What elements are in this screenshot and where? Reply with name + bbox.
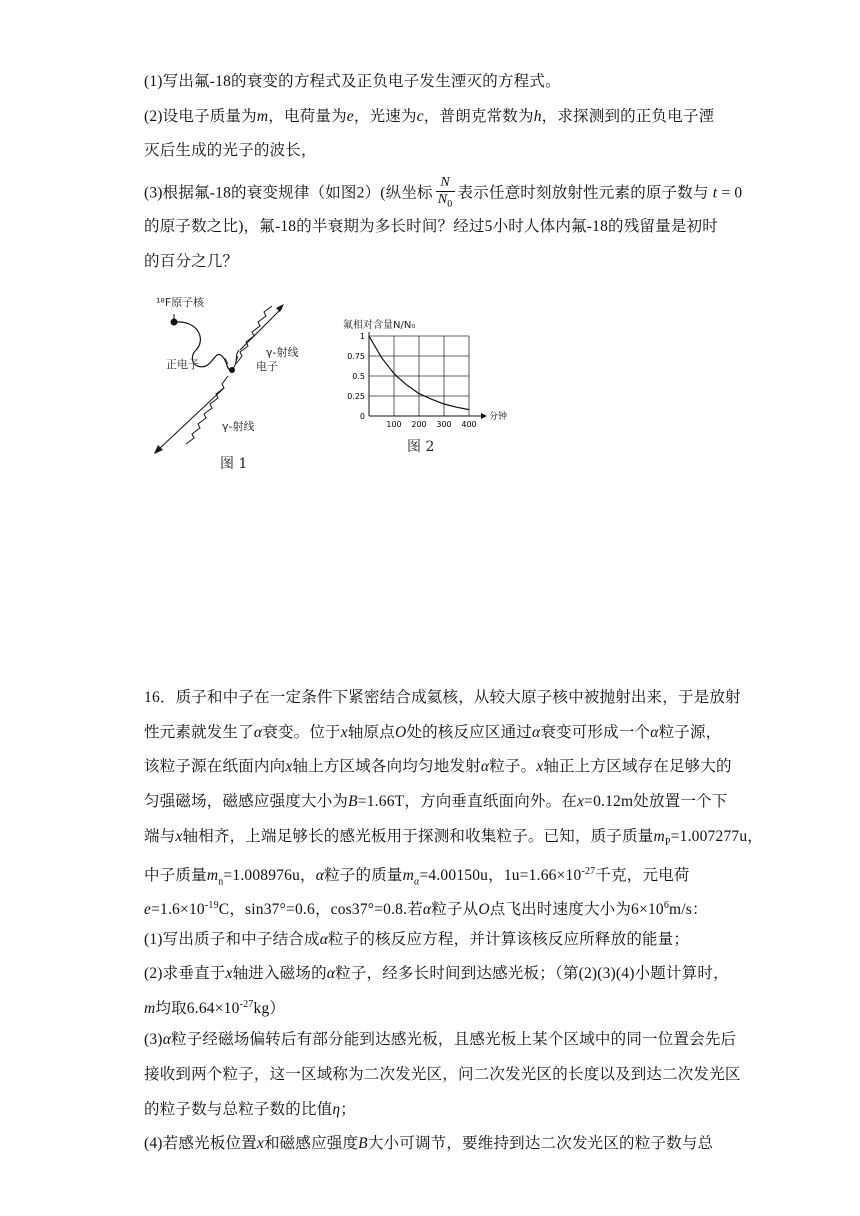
x-tick-label: 200 (411, 420, 427, 429)
q16-line3: 该粒子源在纸面内向x轴上方区域各向均匀地发射α粒子。x轴正上方区域存在足够大的 (144, 758, 732, 775)
q16-part2-line2: m均取$6.64\times 10^{-27}kg$） (144, 999, 286, 1018)
q15-part3-line2: 的原子数之比)，氟-18的半衰期为多长时间？经过5小时人体内氟-18的残留量是初时 (144, 218, 718, 235)
q16-part3-line3: 的粒子数与总粒子数的比值η； (144, 1101, 356, 1118)
q15-part3-line1: (3)根据氟-18的衰变规律（如图2）(纵坐标 $\frac{N}{N_0}$ 表示任意时刻放射性元素的原子数与 t = 0 (144, 175, 742, 213)
x-tick-label: 100 (386, 420, 402, 429)
figure-1-caption: 图 1 (220, 456, 248, 472)
ratio-fraction: $\frac{N}{N_0}$ (437, 175, 453, 210)
nucleus-label: ¹⁸F原子核 (156, 296, 205, 309)
y-tick-label: 1 (359, 332, 365, 341)
q16-part2-line1: (2)求垂直于x轴进入磁场的α粒子，经多长时间到达感光板；（第(2)(3)(4)小题计算时， (144, 965, 729, 982)
q16-part1: (1)写出质子和中子结合成α粒子的核反应方程，并计算该核反应所释放的能量； (144, 931, 690, 948)
x-tick-label: 300 (436, 420, 452, 429)
q16-line6: 中子质量$m_n=1.008976u$，α粒子的质量$m_\alpha=4.00150u$，$1u=1.66\times 10^{-27}$千克，元电荷 (144, 866, 690, 888)
q16-line4: 匀强磁场，磁感应强度大小为B=1.66T，方向垂直纸面向外。在x=0.12m处放置一个下 (144, 793, 728, 810)
q16-part4-line1: (4)若感光板位置x和磁感应强度B大小可调节，要维持到达二次发光区的粒子数与总 (144, 1135, 714, 1152)
x-axis-arrow (481, 413, 487, 419)
electron-label: 电子 (256, 360, 278, 373)
gamma-label-1: γ-射线 (266, 346, 299, 359)
q16-line5: 端与x轴相齐，上端足够长的感光板用于探测和收集粒子。已知，质子质量$m_P=1.007277u$， (144, 828, 764, 849)
decay-chart (335, 330, 508, 442)
q16-line7: $e=1.6\times 10^{-19}C$，sin37°=0.6，cos37°=0.8.若α粒子从O点飞出时速度大小为$6\times 10^6m/s$： (144, 900, 708, 919)
x-tick-label: 400 (461, 420, 477, 429)
annihilation-diagram (144, 290, 324, 480)
q16-line2: 性元素就发生了α衰变。位于x轴原点O处的核反应区通过α衰变可形成一个α粒子源， (144, 724, 722, 741)
q16-line1: 16．质子和中子在一定条件下紧密结合成氦核，从较大原子核中被抛射出来，于是放射 (144, 689, 741, 706)
gamma-label-2: γ-射线 (222, 420, 255, 433)
y-tick-label: 0 (359, 412, 365, 421)
figure-1 (144, 290, 324, 480)
q15-part1: (1)写出氟-18的衰变的方程式及正负电子发生湮灭的方程式。 (144, 73, 561, 90)
q16-part3-line2: 接收到两个粒子，这一区域称为二次发光区，问二次发光区的长度以及到达二次发光区 (144, 1066, 741, 1083)
figure-2-caption: 图 2 (407, 439, 435, 455)
positron-label: 正电子 (166, 358, 199, 371)
x-axis-label: 分钟 (489, 412, 508, 422)
chart-ylabel: 氟相对含量N/N₀ (343, 320, 416, 331)
y-tick-label: 0.5 (352, 372, 365, 381)
y-tick-label: 0.75 (347, 352, 365, 361)
q15-part2-line1: (2)设电子质量为m，电荷量为e，光速为c，普朗克常数为h，求探测到的正负电子湮 (144, 108, 715, 125)
figure-2 (335, 316, 508, 456)
y-tick-label: 0.25 (347, 392, 365, 401)
q15-part3-line3: 的百分之几？ (144, 253, 239, 270)
q15-part2-line2: 灭后生成的光子的波长， (144, 142, 317, 159)
q16-part3-line1: (3)α粒子经磁场偏转后有部分能到达感光板，且感光板上某个区域中的同一位置会先后 (144, 1031, 737, 1048)
